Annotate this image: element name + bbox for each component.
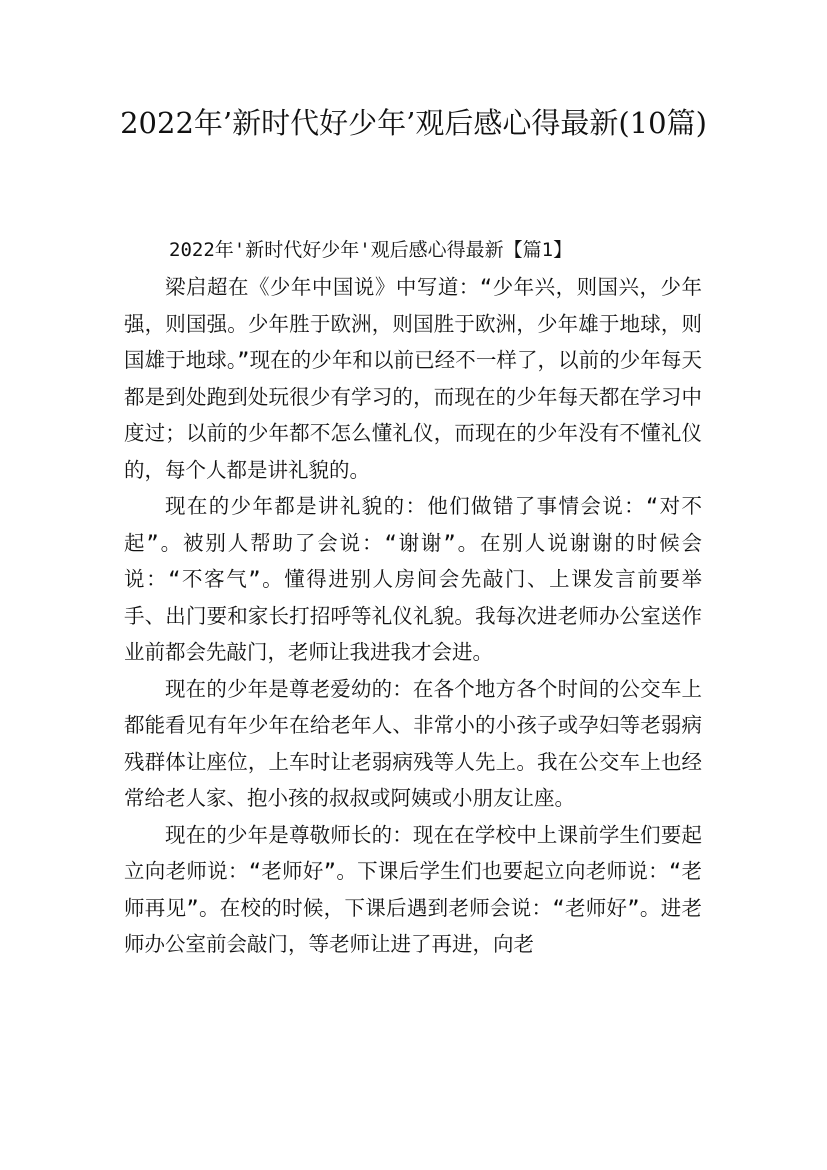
document-body	[124, 231, 702, 963]
paragraph-3: 现在的少年是尊老爱幼的：在各个地方各个时间的公交车上都能看见有年少年在给老年人、非常小的小孩子或孕妇等老弱病残群体让座位，上车时让老弱病残等人先上。我在公交车上也经常给老人家、抱小孩的叔叔或阿姨或小朋友让座。	[124, 676, 702, 810]
paragraph-1: 梁启超在《少年中国说》中写道：“少年兴，则国兴，少年强，则国强。少年胜于欧洲，则国胜于欧洲，少年雄于地球，则国雄于地球。”现在的少年和以前已经不一样了，以前的少年每天都是到处跑到处玩很少有学习的，而现在的少年每天都在学习中度过；以前的少年都不怎么懂礼仪，而现在的少年没有不懂礼仪的，每个人都是讲礼貌的。	[124, 275, 702, 482]
paragraph-4: 现在的少年是尊敬师长的：现在在学校中上课前学生们要起立向老师说：“老师好”。下课后学生们也要起立向老师说：“老师再见”。在校的时候，下课后遇到老师会说：“老师好”。进老师办公室前会敲门，等老师让进了再进，向老	[124, 822, 702, 956]
paragraph-2: 现在的少年都是讲礼貌的：他们做错了事情会说：“对不起”。被别人帮助了会说：“谢谢”。在别人说谢谢的时候会说：“不客气”。懂得进别人房间会先敲门、上课发言前要举手、出门要和家长打招呼等礼仪礼貌。我每次进老师办公室送作业前都会先敲门，老师让我进我才会进。	[124, 494, 702, 664]
section-heading: 2022年'新时代好少年'观后感心得最新【篇1】	[169, 239, 573, 261]
document-title: 2022年’新时代好少年’观后感心得最新(10篇)	[120, 106, 707, 140]
